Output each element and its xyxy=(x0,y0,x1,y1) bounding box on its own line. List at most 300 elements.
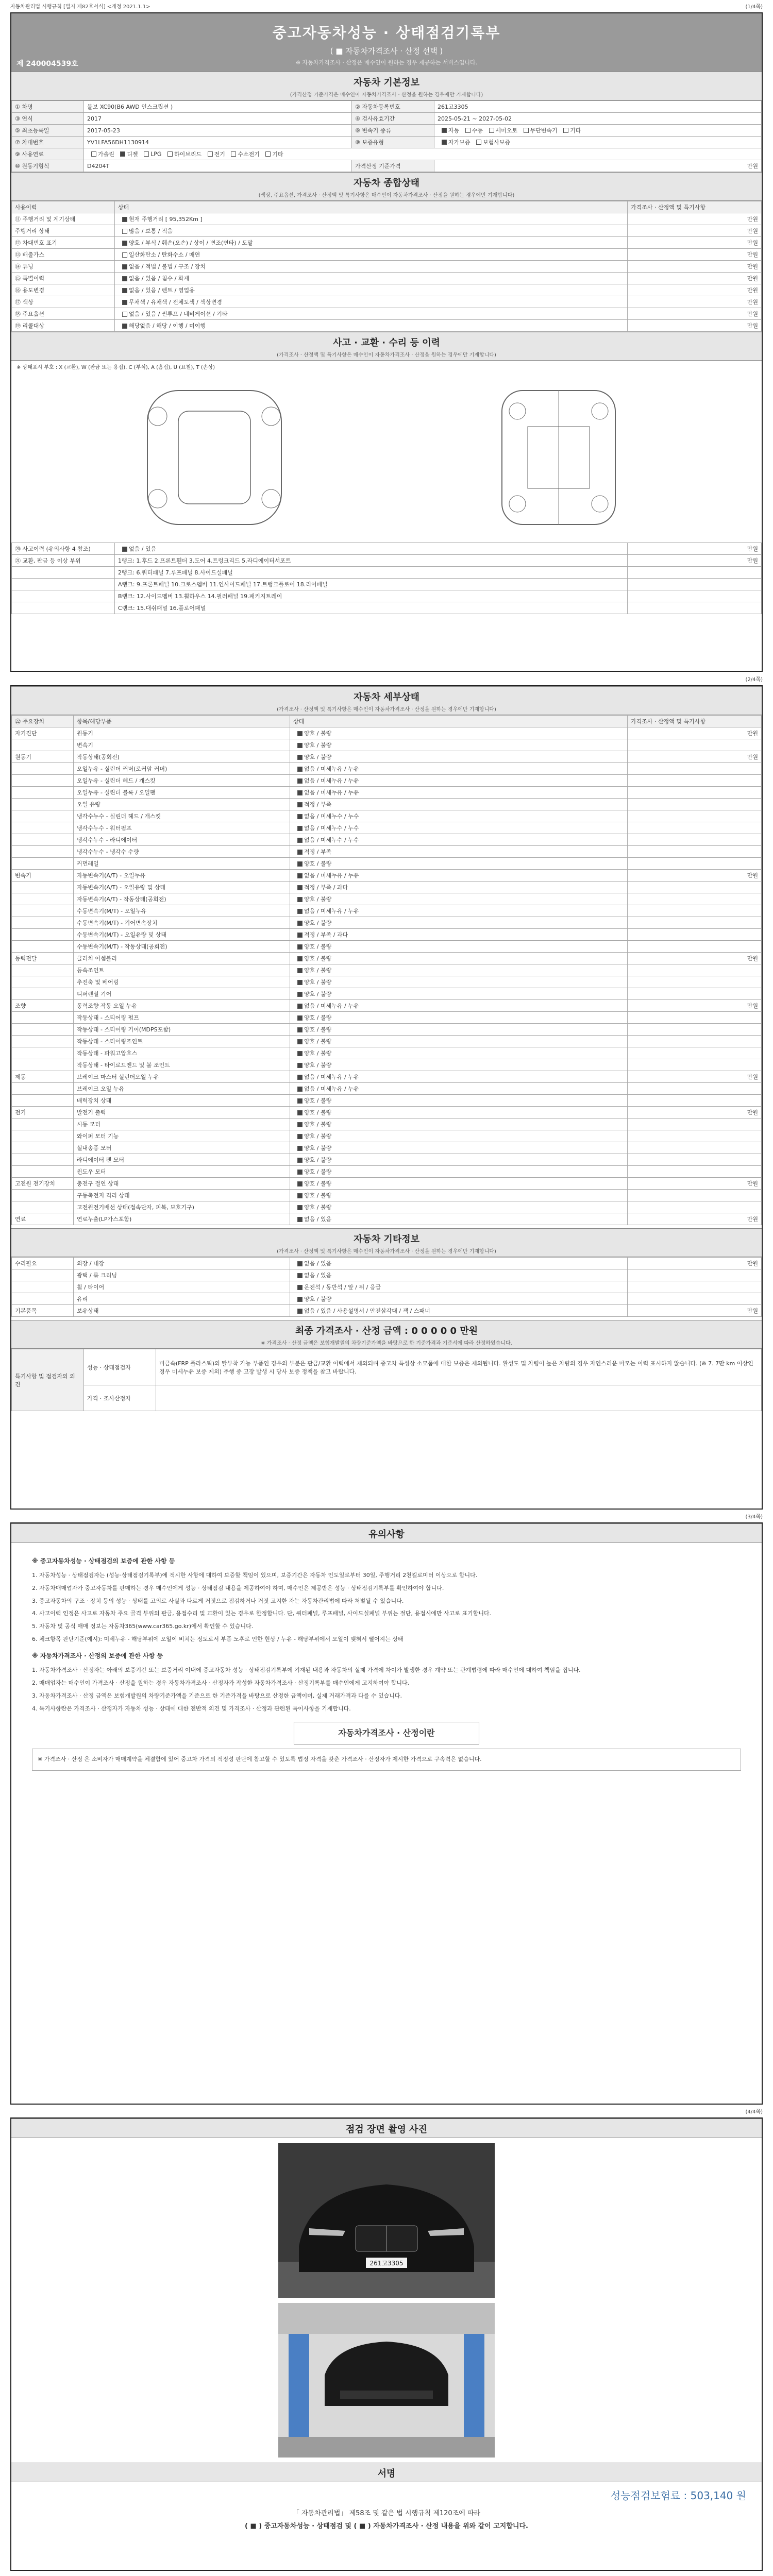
notice-title: 유의사항 xyxy=(11,1523,762,1543)
status-checkbox[interactable] xyxy=(297,850,303,855)
fuel-hybrid-checkbox[interactable] xyxy=(167,151,173,157)
car-frame-view-icon xyxy=(471,380,646,535)
status-checkbox[interactable] xyxy=(122,312,127,317)
fuel-hydrogen-checkbox[interactable] xyxy=(231,151,236,157)
detail-price xyxy=(628,905,762,917)
detail-price xyxy=(628,739,762,751)
detail-item: 작동상태 - 스티어링 기어(MDPS포함) xyxy=(74,1024,290,1036)
summary-table xyxy=(11,201,762,332)
table-row xyxy=(12,1190,762,1201)
detail-group xyxy=(12,1118,74,1130)
table-row: ⑮ 특별이력 없음 / 있음 / 침수 / 화재 만원 xyxy=(12,273,762,284)
other-price xyxy=(628,1281,762,1293)
status-checkbox[interactable] xyxy=(297,755,303,760)
status-checkbox[interactable] xyxy=(297,1146,303,1151)
status-checkbox[interactable] xyxy=(122,324,127,329)
detail-status: 적정 / 부족 xyxy=(290,846,628,858)
detail-group xyxy=(12,739,74,751)
status-checkbox[interactable] xyxy=(122,547,127,552)
detail-item: 구동축전지 격리 상태 xyxy=(74,1190,290,1201)
notice-body: ※ 중고자동차성능 · 상태점검의 보증에 관한 사항 등 1. 자동차성능 · 상태점검자는 (성능·상태점검기록부)에 적시한 사항에 대하여 보증할 책임이 있으며, 보증기간은 자동차 인도일로부터 30일, 주행거리 2천킬로미터 이상으로 합니다. 2. 자동차매매업자가 중고자동차를 판매하는 경우 매수인에게 성능 · 상태점검 내용을 제공하여야 하며, 매수인은 제공받은 성능 · 상태점검기록부를 확인하여야 합니다. 3. 중고자동차의 구조 · 장치 등의 성능 · 상태를 고의로 사실과 다르게 거짓으로 점검하거나 거짓 고지한 자는 자동차관리법에 따라 처벌될 수 있습니다. 4. 사고이력 인정은 사고로 자동차 주요 골격 부위의 판금, 용접수리 및 교환이 있는 경우로 한정합니다. 단, 쿼터패널, 루프패널, 사이드실패널 부위는 절단, 용접시에만 사고로 표기합니다. 5. 자동차 및 공식 매매 정보는 자동차365(www.car365.go.kr)에서 확인할 수 있습니다. 6. 체크항목 판단기준(예시): 미세누유 - 해당부위에 오일이 비치는 정도로서 부품 노후로 인한 현상 / 누유 - 해당부위에서 오일이 맺혀서 떨어지는 상태 ※ 자동차가격조사 · 산정의 보증에 관한 사항 등 1. 자동차가격조사 · 산정자는 아래의 보증기간 또는 보증거리 이내에 중고자동차 성능 · 상태점검기록부에 기재된 내용과 자동차의 실제 가격에 차이가 발생한 경우 계약 또는 관계법령에 따라 매수인에 대하여 책임을 집니다. 2. 매매업자는 매수인이 가격조사 · 산정을 원하는 경우 자동차가격조사 · 산정자가 작성한 자동차가격조사 · 산정기록부를 매수인에게 고지하여야 합니다. 3. 자동차가격조사 · 산정 금액은 보험개발원의 차량기준가액을 기준으로 한 기준가격을 바탕으로 산정한 금액이며, 실제 거래가격과 다를 수 있습니다. 4. 특기사항란은 가격조사 · 산정자가 자동차 성능 · 상태에 대한 전반적 의견 및 가격조사 · 산정과 관련된 특이사항을 기재합니다. 자동차가격조사 · 산정이란 ※ 가격조사 · 산정 은 소비자가 매매계약을 체결함에 있어 중고차 가격의 적정성 판단에 참고할 수 있도록 법정 자격을 갖춘 가격조사 · 산정자가 제시한 가격으로 구속력은 없습니다. xyxy=(11,1543,762,1780)
detail-item: 실내송풍 모터 xyxy=(74,1142,290,1154)
table-row xyxy=(12,941,762,953)
detail-price xyxy=(628,882,762,893)
detail-group xyxy=(12,1024,74,1036)
trans-manual-checkbox[interactable] xyxy=(465,128,470,133)
detail-item: 디퍼렌셜 기어 xyxy=(74,988,290,1000)
detail-status: 양호 / 불량 xyxy=(290,1130,628,1142)
detail-price xyxy=(628,799,762,810)
detail-item: 수동변속기(M/T) - 기어변속장치 xyxy=(74,917,290,929)
detail-group xyxy=(12,882,74,893)
status-checkbox[interactable] xyxy=(297,731,303,736)
status-checkbox[interactable] xyxy=(297,1205,303,1210)
status-checkbox[interactable] xyxy=(297,1087,303,1092)
table-row xyxy=(12,988,762,1000)
table-row xyxy=(12,1281,762,1293)
status-checkbox[interactable] xyxy=(297,1063,303,1068)
table-row xyxy=(12,1258,762,1269)
fuel-etc-checkbox[interactable] xyxy=(265,151,271,157)
table-row: C랭크: 15.대쉬패널 16.플로어패널 xyxy=(12,602,762,614)
other-item: 유리 xyxy=(74,1293,290,1305)
table-row xyxy=(12,1269,762,1281)
detail-item: 작동상태 - 타이로드엔드 및 볼 조인트 xyxy=(74,1059,290,1071)
table-row xyxy=(12,905,762,917)
form-note: ※ 자동차가격조사 · 산정은 매수인이 원하는 경우 제공하는 서비스입니다. xyxy=(295,59,478,66)
detail-price xyxy=(628,787,762,799)
car-front-photo-icon xyxy=(278,2143,495,2298)
detail-price xyxy=(628,917,762,929)
status-checkbox[interactable] xyxy=(297,1015,303,1021)
detail-item: 윈도우 모터 xyxy=(74,1166,290,1178)
status-checkbox[interactable] xyxy=(297,802,303,807)
detail-item: 수동변속기(M/T) - 작동상태(공회전) xyxy=(74,941,290,953)
detail-group: 조향 xyxy=(12,1000,74,1012)
table-row xyxy=(12,1083,762,1095)
status-checkbox[interactable] xyxy=(297,956,303,961)
detail-status: 양호 / 불량 xyxy=(290,953,628,964)
form-subtitle: ( ■ 자동차가격조사 · 산정 선택 ) xyxy=(330,46,443,56)
detail-status: 양호 / 불량 xyxy=(290,1107,628,1118)
detail-item: 냉각수누수 - 냉각수 수량 xyxy=(74,846,290,858)
detail-item: 오일누유 - 실린더 헤드 / 개스킷 xyxy=(74,775,290,787)
car-name-label: ① 차명 xyxy=(12,101,84,113)
status-checkbox[interactable] xyxy=(297,1285,303,1290)
detail-price xyxy=(628,810,762,822)
top-bar xyxy=(0,0,773,11)
detail-status: 없음 / 미세누유 / 누유 xyxy=(290,763,628,775)
detail-item: 배력장치 상태 xyxy=(74,1095,290,1107)
status-checkbox[interactable] xyxy=(297,897,303,902)
other-status: 없음 / 있음 / 사용설명서 / 안전삼각대 / 잭 / 스패너 xyxy=(290,1305,628,1317)
other-status: 양호 / 불량 xyxy=(290,1293,628,1305)
detail-price xyxy=(628,893,762,905)
status-checkbox[interactable] xyxy=(297,1158,303,1163)
status-checkbox[interactable] xyxy=(297,790,303,795)
detail-item: 브레이크 마스터 실린더오일 누유 xyxy=(74,1071,290,1083)
table-row xyxy=(12,976,762,988)
remarks-label: 특기사항 및 점검자의 의견 xyxy=(12,1349,84,1411)
status-checkbox[interactable] xyxy=(297,767,303,772)
detail-status: 없음 / 미세누유 / 누유 xyxy=(290,1083,628,1095)
detail-group xyxy=(12,1142,74,1154)
table-row xyxy=(12,1107,762,1118)
status-checkbox[interactable] xyxy=(297,1134,303,1139)
detail-price xyxy=(628,1190,762,1201)
detail-item: 작동상태 - 파워고압호스 xyxy=(74,1047,290,1059)
trans-auto-checkbox[interactable] xyxy=(442,128,447,133)
warranty-self-checkbox[interactable] xyxy=(442,140,447,145)
status-checkbox[interactable] xyxy=(297,838,303,843)
detail-group xyxy=(12,1095,74,1107)
status-checkbox[interactable] xyxy=(297,1217,303,1222)
accident-table xyxy=(11,543,762,614)
status-checkbox[interactable] xyxy=(297,980,303,985)
detail-status: 양호 / 불량 xyxy=(290,917,628,929)
detail-item: 클러치 어셈블리 xyxy=(74,953,290,964)
detail-item: 커먼레일 xyxy=(74,858,290,870)
first-reg-value: 2017-05-23 xyxy=(84,125,352,137)
page-3 xyxy=(10,1522,763,2105)
status-checkbox[interactable] xyxy=(297,909,303,914)
summary-col-price: 가격조사 · 산정액 및 특기사항 xyxy=(628,201,762,213)
detail-group xyxy=(12,858,74,870)
table-row xyxy=(12,858,762,870)
detail-item: 작동상태 - 스티어링조인트 xyxy=(74,1036,290,1047)
fuel-diesel-checkbox[interactable] xyxy=(120,151,125,157)
status-checkbox[interactable] xyxy=(297,1004,303,1009)
table-row: ⑭ 튜닝 없음 / 적법 / 불법 / 구조 / 장치 만원 xyxy=(12,261,762,273)
other-status: 운전석 / 동반석 / 앞 / 뒤 / 응급 xyxy=(290,1281,628,1293)
status-checkbox[interactable] xyxy=(297,1027,303,1032)
detail-group xyxy=(12,846,74,858)
table-row xyxy=(12,893,762,905)
detail-status: 없음 / 미세누수 / 누수 xyxy=(290,810,628,822)
status-checkbox[interactable] xyxy=(297,1261,303,1266)
status-checkbox[interactable] xyxy=(122,276,127,281)
detail-group: 연료 xyxy=(12,1213,74,1225)
detail-group xyxy=(12,1047,74,1059)
detail-group xyxy=(12,1083,74,1095)
status-checkbox[interactable] xyxy=(122,229,127,234)
status-checkbox[interactable] xyxy=(297,921,303,926)
detail-price xyxy=(628,858,762,870)
detail-status: 없음 / 미세누유 / 누유 xyxy=(290,870,628,882)
car-lift-photo-icon xyxy=(278,2303,495,2458)
table-row xyxy=(12,1130,762,1142)
form-title: 중고자동차성능 · 상태점검기록부 xyxy=(272,24,501,41)
status-checkbox[interactable] xyxy=(297,743,303,748)
table-row xyxy=(12,1305,762,1317)
table-row xyxy=(12,1178,762,1190)
status-checkbox[interactable] xyxy=(297,873,303,878)
sign-line-2: ( ■ ) 중고자동차성능 · 상태점검 및 ( ■ ) 자동차가격조사 · 산정 내용을 위와 같이 고지합니다. xyxy=(245,2522,528,2530)
detail-group: 원동기 xyxy=(12,751,74,763)
detail-group xyxy=(12,822,74,834)
table-row xyxy=(12,1000,762,1012)
warranty-insurer-checkbox[interactable] xyxy=(476,140,481,145)
summary-col-use: 사용이력 xyxy=(12,201,115,213)
detail-table xyxy=(11,715,762,1225)
status-checkbox[interactable] xyxy=(122,241,127,246)
fuel-lpg-checkbox[interactable] xyxy=(144,151,149,157)
detail-group xyxy=(12,810,74,822)
table-row: B랭크: 12.사이드멤버 13.휠하우스 14.필러패널 19.패키지트레이 xyxy=(12,590,762,602)
detail-col-status: 상태 xyxy=(290,716,628,727)
fuel-label: ⑨ 사용연료 xyxy=(12,148,84,160)
table-row: ⑲ 리콜대상 해당없음 / 해당 / 이행 / 미이행 만원 xyxy=(12,320,762,332)
other-group: 기본품목 xyxy=(12,1305,74,1317)
detail-price xyxy=(628,1036,762,1047)
detail-status: 적정 / 부족 xyxy=(290,799,628,810)
fuel-gasoline-checkbox[interactable] xyxy=(91,151,96,157)
table-row xyxy=(12,1024,762,1036)
detail-price xyxy=(628,846,762,858)
table-row xyxy=(12,917,762,929)
sign-title: 서명 xyxy=(11,2463,762,2482)
detail-price xyxy=(628,1083,762,1095)
detail-price xyxy=(628,1095,762,1107)
status-checkbox[interactable] xyxy=(122,288,127,293)
vin-value: YV1LFA56DH1130914 xyxy=(84,137,352,148)
page-number: (1/4쪽) xyxy=(745,4,763,10)
form-number: 제 240004539호 xyxy=(16,60,78,68)
detail-status: 양호 / 불량 xyxy=(290,1201,628,1213)
status-checkbox[interactable] xyxy=(297,1193,303,1198)
status-checkbox[interactable] xyxy=(122,264,127,269)
status-checkbox[interactable] xyxy=(297,1122,303,1127)
detail-item: 고전원전기배선 상태(접속단자, 피복, 보호기구) xyxy=(74,1201,290,1213)
summary-title: 자동차 종합상태 (색상, 주요옵션, 가격조사 · 산정액 및 특기사항은 매수인이 자동차가격조사 · 산정을 원하는 경우에만 기재합니다) xyxy=(11,172,762,201)
detail-price: 만원 xyxy=(628,1213,762,1225)
table-row xyxy=(12,846,762,858)
detail-status: 적정 / 부족 / 과다 xyxy=(290,929,628,941)
table-row xyxy=(12,775,762,787)
insurance-fee: 성능점검보험료 : 503,140 원 xyxy=(610,2489,746,2502)
detail-item: 발전기 출력 xyxy=(74,1107,290,1118)
status-checkbox[interactable] xyxy=(297,1051,303,1056)
other-item: 광택 / 룸 크리닝 xyxy=(74,1269,290,1281)
detail-price xyxy=(628,964,762,976)
final-amount: 0 0 0 0 0 만원 xyxy=(411,1326,478,1336)
detail-group xyxy=(12,964,74,976)
detail-col-price: 가격조사 · 산정액 및 특기사항 xyxy=(628,716,762,727)
remarks-sub2: 가격 · 조사산정자 xyxy=(84,1385,156,1411)
reg-no-value: 261고3305 xyxy=(434,101,762,113)
other-title: 자동차 기타정보 (가격조사 · 산정액 및 특기사항은 매수인이 자동차가격조사 · 산정을 원하는 경우에만 기재합니다) xyxy=(11,1228,762,1257)
car-name-value: 볼보 XC90(B6 AWD 인스크립션 ) xyxy=(84,101,352,113)
summary-col-status: 상태 xyxy=(115,201,628,213)
table-row xyxy=(12,1036,762,1047)
table-row xyxy=(12,1201,762,1213)
detail-item: 추진축 및 베어링 xyxy=(74,976,290,988)
remarks-text: 비금속(FRP 플라스틱)의 탈부착 가능 부품인 경우의 부분은 판금/교환 이력에서 제외되며 중고차 특성상 소모품에 대한 보증은 제외됩니다. 완성도 및 차령이 높은 차량의 경우 자연스러운 마모는 이력 표시하지 않습니다. (※ 7. 7만 km 이상인 경우 미세누유 보증 제외) 주행 중 고장 발생 시 당사 보증 정책을 참고 바랍니다. xyxy=(156,1349,762,1385)
detail-price: 만원 xyxy=(628,870,762,882)
inspection-photo-rear xyxy=(278,2303,495,2458)
other-table xyxy=(11,1257,762,1317)
detail-price xyxy=(628,1201,762,1213)
detail-item: 자동변속기(A/T) - 오일누유 xyxy=(74,870,290,882)
table-row xyxy=(12,953,762,964)
detail-price: 만원 xyxy=(628,953,762,964)
trans-semi-checkbox[interactable] xyxy=(489,128,494,133)
table-row xyxy=(12,870,762,882)
table-row xyxy=(12,1213,762,1225)
status-checkbox[interactable] xyxy=(297,1110,303,1115)
detail-item: 충전구 절연 상태 xyxy=(74,1178,290,1190)
status-checkbox[interactable] xyxy=(297,992,303,997)
inspect-period-label: ④ 검사유효기간 xyxy=(352,113,434,125)
detail-status: 양호 / 불량 xyxy=(290,941,628,953)
detail-group xyxy=(12,1036,74,1047)
detail-status: 양호 / 불량 xyxy=(290,751,628,763)
detail-group xyxy=(12,941,74,953)
status-checkbox[interactable] xyxy=(297,861,303,867)
status-checkbox[interactable] xyxy=(297,814,303,819)
table-row xyxy=(12,1047,762,1059)
detail-status: 양호 / 불량 xyxy=(290,976,628,988)
trans-cvt-checkbox[interactable] xyxy=(524,128,529,133)
detail-price xyxy=(628,1142,762,1154)
detail-price xyxy=(628,1130,762,1142)
status-checkbox[interactable] xyxy=(297,1075,303,1080)
detail-price xyxy=(628,941,762,953)
trans-label: ⑥ 변속기 종류 xyxy=(352,125,434,137)
detail-group xyxy=(12,976,74,988)
detail-col-item: 항목/해당부품 xyxy=(74,716,290,727)
warranty-label: ⑧ 보증유형 xyxy=(352,137,434,148)
status-checkbox[interactable] xyxy=(297,826,303,831)
detail-status: 없음 / 미세누유 / 누유 xyxy=(290,787,628,799)
table-row xyxy=(12,1293,762,1305)
status-checkbox[interactable] xyxy=(297,1273,303,1278)
price-label: 가격산정 기준가격 xyxy=(352,160,434,172)
table-row xyxy=(12,739,762,751)
status-checkbox[interactable] xyxy=(297,1170,303,1175)
sign-line-1: 「 자동차관리법」 제58조 및 같은 법 시행규칙 제120조에 따라 xyxy=(292,2510,481,2517)
table-row: 주행거리 상태 많음 / 보통 / 적음 만원 xyxy=(12,225,762,237)
accident-title: 사고 · 교환 · 수리 등 이력 (가격조사 · 산정액 및 특기사항은 매수인이 자동차가격조사 · 산정을 원하는 경우에만 기재합니다) xyxy=(11,332,762,361)
detail-status: 없음 / 미세누유 / 누유 xyxy=(290,1071,628,1083)
detail-status: 양호 / 불량 xyxy=(290,1012,628,1024)
detail-group xyxy=(12,1059,74,1071)
notice-heading-2: ※ 자동차가격조사 · 산정의 보증에 관한 사항 등 xyxy=(32,1652,163,1660)
basic-info-table xyxy=(11,100,762,172)
fuel-electric-checkbox[interactable] xyxy=(208,151,213,157)
status-checkbox[interactable] xyxy=(122,217,127,222)
table-row: 2랭크: 6.쿼터패널 7.루프패널 8.사이드실패널 xyxy=(12,567,762,579)
warranty-options: 자가보증 보험사보증 xyxy=(434,137,762,148)
table-row: ⑰ 색상 무채색 / 유채색 / 전체도색 / 색상변경 만원 xyxy=(12,296,762,308)
detail-item: 냉각수누수 - 실린더 헤드 / 개스킷 xyxy=(74,810,290,822)
status-checkbox[interactable] xyxy=(297,1181,303,1187)
detail-item: 변속기 xyxy=(74,739,290,751)
status-checkbox[interactable] xyxy=(297,944,303,950)
status-checkbox[interactable] xyxy=(122,300,127,305)
year-label: ③ 연식 xyxy=(12,113,84,125)
other-item: 보유상태 xyxy=(74,1305,290,1317)
table-row xyxy=(12,1142,762,1154)
table-row: ⑱ 주요옵션 없음 / 있음 / 썬루프 / 네비게이션 / 기타 만원 xyxy=(12,308,762,320)
status-checkbox[interactable] xyxy=(297,933,303,938)
remarks-table xyxy=(11,1349,762,1411)
status-checkbox[interactable] xyxy=(297,778,303,784)
table-row xyxy=(12,1118,762,1130)
detail-status: 양호 / 불량 xyxy=(290,1118,628,1130)
status-checkbox[interactable] xyxy=(297,968,303,973)
table-row xyxy=(12,810,762,822)
car-diagram xyxy=(11,372,762,543)
detail-price: 만원 xyxy=(628,727,762,739)
form-law-reference: 자동차관리법 시행규칙 [별지 제82호서식] <개정 2021.1.1> xyxy=(10,4,150,10)
table-row xyxy=(12,763,762,775)
table-row xyxy=(12,1059,762,1071)
table-row: A랭크: 9.프론트패널 10.크로스멤버 11.인사이드패널 17.트렁크플로어 18.리어패널 xyxy=(12,579,762,590)
detail-status: 양호 / 불량 xyxy=(290,1024,628,1036)
detail-price xyxy=(628,1118,762,1130)
detail-price xyxy=(628,976,762,988)
detail-status: 양호 / 불량 xyxy=(290,1178,628,1190)
detail-price xyxy=(628,763,762,775)
table-row: ⑪ 주행거리 및 계기상태 현재 주행거리 [ 95,352Km ] 만원 xyxy=(12,213,762,225)
detail-group xyxy=(12,1154,74,1166)
detail-item: 수동변속기(M/T) - 오일누유 xyxy=(74,905,290,917)
trans-etc-checkbox[interactable] xyxy=(563,128,568,133)
detail-item: 시동 모터 xyxy=(74,1118,290,1130)
status-checkbox[interactable] xyxy=(297,885,303,890)
detail-item: 오일 유량 xyxy=(74,799,290,810)
detail-status: 양호 / 불량 xyxy=(290,1095,628,1107)
detail-group xyxy=(12,917,74,929)
table-row: ⑳ 사고이력 (유의사항 4 참조) 없음 / 있음 만원 xyxy=(12,543,762,555)
detail-group xyxy=(12,1130,74,1142)
status-checkbox[interactable] xyxy=(297,1309,303,1314)
table-row xyxy=(12,787,762,799)
detail-price xyxy=(628,1012,762,1024)
status-checkbox[interactable] xyxy=(297,1039,303,1044)
inspection-photo-front xyxy=(278,2143,495,2298)
detail-col-main: ㉒ 주요장치 xyxy=(12,716,74,727)
page-2 xyxy=(10,685,763,1510)
detail-price xyxy=(628,775,762,787)
detail-group xyxy=(12,775,74,787)
detail-price xyxy=(628,822,762,834)
detail-status: 양호 / 불량 xyxy=(290,964,628,976)
detail-status: 양호 / 불량 xyxy=(290,739,628,751)
detail-item: 브레이크 오일 누유 xyxy=(74,1083,290,1095)
table-row: ⑫ 차대번호 표기 양호 / 부식 / 훼손(오손) / 상이 / 변조(변타) / 도말 만원 xyxy=(12,237,762,249)
first-reg-label: ⑤ 최초등록일 xyxy=(12,125,84,137)
detail-item: 냉각수누수 - 워터펌프 xyxy=(74,822,290,834)
other-price xyxy=(628,1269,762,1281)
fuel-options: 가솔린 디젤 LPG 하이브리드 전기 수소전기 기타 xyxy=(84,148,762,160)
status-checkbox[interactable] xyxy=(122,252,127,258)
status-checkbox[interactable] xyxy=(297,1297,303,1302)
other-item: 휠 / 타이어 xyxy=(74,1281,290,1293)
other-item: 외장 / 내장 xyxy=(74,1258,290,1269)
detail-group xyxy=(12,763,74,775)
detail-price xyxy=(628,988,762,1000)
detail-status: 양호 / 불량 xyxy=(290,893,628,905)
other-status: 없음 / 있음 xyxy=(290,1269,628,1281)
detail-item: 오일누유 - 실린더 커버(로커암 커버) xyxy=(74,763,290,775)
detail-status: 양호 / 불량 xyxy=(290,988,628,1000)
table-row xyxy=(12,1012,762,1024)
detail-status: 양호 / 불량 xyxy=(290,1036,628,1047)
status-checkbox[interactable] xyxy=(297,1098,303,1104)
detail-item: 작동상태(공회전) xyxy=(74,751,290,763)
